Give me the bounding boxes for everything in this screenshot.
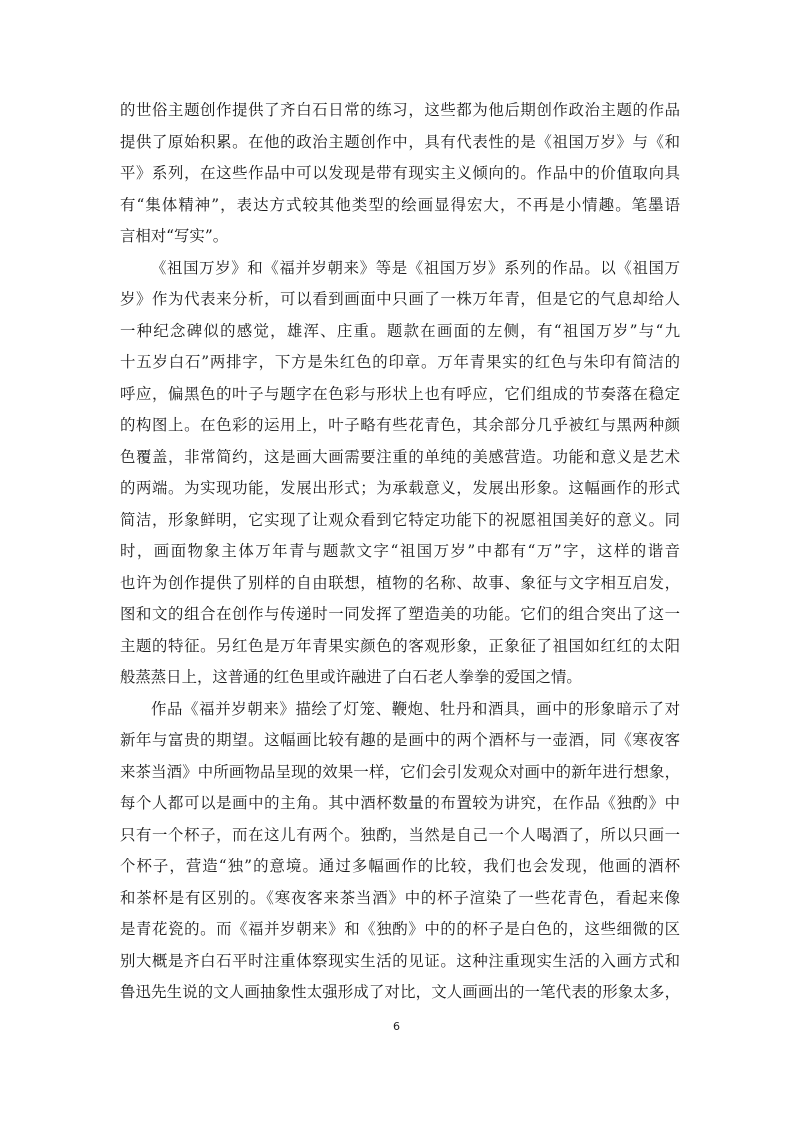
text-line: 简洁，形象鲜明，它实现了让观众看到它特定功能下的祝愿祖国美好的意义。同 bbox=[120, 510, 680, 529]
text-line: 《祖国万岁》和《福并岁朝来》等是《祖国万岁》系列的作品。以《祖国万 bbox=[151, 258, 680, 277]
paragraph-3 bbox=[120, 694, 680, 1009]
paragraph-2 bbox=[120, 253, 680, 694]
text-line: 十五岁白石”两排字，下方是朱红色的印章。万年青果实的红色与朱印有简洁的 bbox=[120, 353, 680, 371]
text-line: 一种纪念碑似的感觉，雄浑、庄重。题款在画面的左侧，有“祖国万岁”与“九 bbox=[120, 321, 680, 340]
text-line: 的两端。为实现功能，发展出形式；为承载意义，发展出形象。这幅画作的形式 bbox=[120, 479, 680, 497]
text-line: 提供了原始积累。在他的政治主题创作中，具有代表性的是《祖国万岁》与《和 bbox=[120, 132, 680, 151]
text-line: 般蒸蒸日上，这普通的红色里或许融进了白石老人拳拳的爱国之情。 bbox=[120, 668, 582, 686]
text-line: 有“集体精神”，表达方式较其他类型的绘画显得宏大，不再是小情趣。笔墨语 bbox=[120, 195, 680, 214]
body-text bbox=[120, 95, 680, 1009]
text-line: 只有一个杯子，而在这儿有两个。独酌，当然是自己一个人喝酒了，所以只画一 bbox=[120, 825, 680, 844]
text-line: 岁》作为代表来分析，可以看到画面中只画了一株万年青，但是它的气息却给人 bbox=[120, 290, 680, 308]
text-line: 和茶杯是有区别的。《寒夜客来茶当酒》中的杯子渲染了一些花青色，看起来像 bbox=[120, 888, 680, 907]
page-number: 6 bbox=[393, 1020, 400, 1033]
text-line: 色覆盖，非常简约，这是画大画需要注重的单纯的美感营造。功能和意义是艺术 bbox=[120, 447, 680, 466]
text-line: 来茶当酒》中所画物品呈现的效果一样，它们会引发观众对画中的新年进行想象， bbox=[120, 762, 680, 781]
text-line: 新年与富贵的期望。这幅画比较有趣的是画中的两个酒杯与一壶酒，同《寒夜客 bbox=[120, 731, 680, 749]
text-line: 别大概是齐白石平时注重体察现实生活的见证。这种注重现实生活的入画方式和 bbox=[120, 951, 680, 970]
text-line: 也许为创作提供了别样的自由联想，植物的名称、故事、象征与文字相互启发， bbox=[120, 573, 680, 592]
text-line: 个杯子，营造“独”的意境。通过多幅画作的比较，我们也会发现，他画的酒杯 bbox=[120, 857, 680, 875]
paragraph-1 bbox=[120, 95, 680, 253]
text-line: 的构图上。在色彩的运用上，叶子略有些花青色，其余部分几乎被红与黑两种颜 bbox=[120, 416, 680, 434]
text-line: 的世俗主题创作提供了齐白石日常的练习，这些都为他后期创作政治主题的作品 bbox=[120, 101, 680, 119]
text-line: 作品《福并岁朝来》描绘了灯笼、鞭炮、牡丹和酒具，画中的形象暗示了对 bbox=[151, 699, 680, 718]
text-line: 鲁迅先生说的文人画抽象性太强形成了对比，文人画画出的一笔代表的形象太多， bbox=[120, 983, 680, 1001]
text-line: 呼应，偏黑色的叶子与题字在色彩与形状上也有呼应，它们组成的节奏落在稳定 bbox=[120, 384, 680, 403]
text-line: 主题的特征。另红色是万年青果实颜色的客观形象，正象征了祖国如红红的太阳 bbox=[120, 636, 680, 655]
text-line: 时，画面物象主体万年青与题款文字“祖国万岁”中都有“万”字，这样的谐音 bbox=[120, 542, 680, 560]
text-line: 言相对“写实”。 bbox=[120, 227, 229, 245]
text-line: 平》系列，在这些作品中可以发现是带有现实主义倾向的。作品中的价值取向具 bbox=[120, 164, 680, 182]
text-line: 是青花瓷的。而《福并岁朝来》和《独酌》中的的杯子是白色的，这些细微的区 bbox=[120, 920, 680, 938]
text-line: 每个人都可以是画中的主角。其中酒杯数量的布置较为讲究，在作品《独酌》中 bbox=[120, 794, 680, 812]
text-line: 图和文的组合在创作与传递时一同发挥了塑造美的功能。它们的组合突出了这一 bbox=[120, 605, 680, 623]
